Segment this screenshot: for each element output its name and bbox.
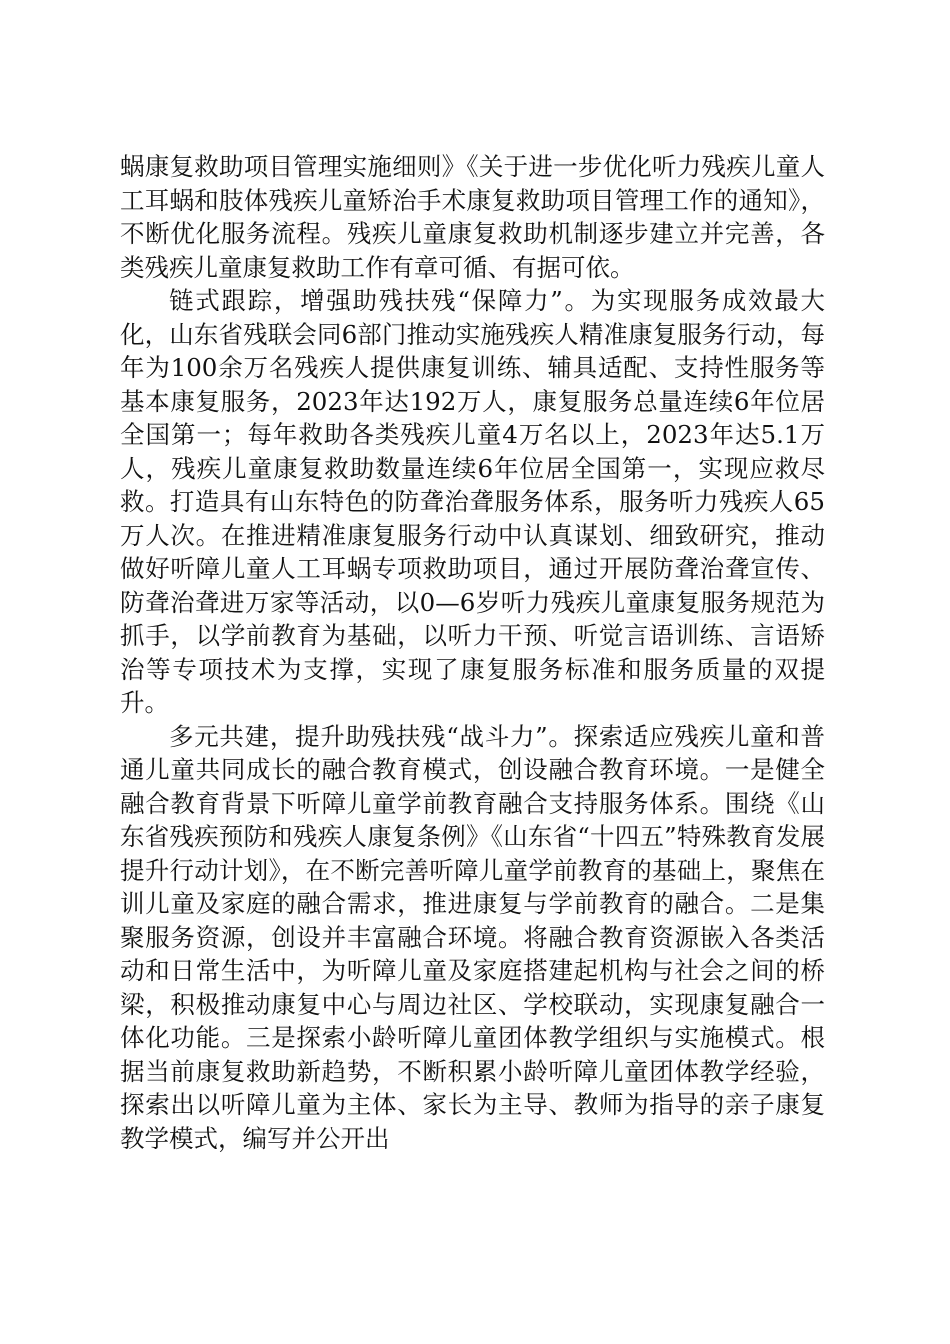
paragraph-continuation: 蜗康复救助项目管理实施细则》《关于进一步优化听力残疾儿童人工耳蜗和肢体残疾儿童矫治手术康复救助项目管理工作的通知》，不断优化服务流程。残疾儿童康复救助机制逐步建立并完善，各类残疾儿童康复救助工作有章可循、有据可依。 bbox=[120, 152, 825, 282]
body-text bbox=[120, 150, 825, 1155]
paragraph-multi-build: 多元共建，提升助残扶残“战斗力”。探索适应残疾儿童和普通儿童共同成长的融合教育模式，创设融合教育环境。一是健全融合教育背景下听障儿童学前教育融合支持服务体系。围绕《山东省残疾预防和残疾人康复条例》《山东省“十四五”特殊教育发展提升行动计划》，在不断完善听障儿童学前教育的基础上，聚焦在训儿童及家庭的融合需求，推进康复与学前教育的融合。二是集聚服务资源，创设并丰富融合环境。将融合教育资源嵌入各类活动和日常生活中，为听障儿童及家庭搭建起机构与社会之间的桥梁，积极推动康复中心与周边社区、学校联动，实现康复融合一体化功能。三是探索小龄听障儿童团体教学组织与实施模式。根据当前康复救助新趋势，不断积累小龄听障儿童团体教学经验，探索出以听障儿童为主体、家长为主导、教师为指导的亲子康复教学模式，编写并公开出 bbox=[120, 721, 825, 1153]
paragraph-chain-tracking: 链式跟踪，增强助残扶残“保障力”。为实现服务成效最大化，山东省残联会同6部门推动实施残疾人精准康复服务行动，每年为100余万名残疾人提供康复训练、辅具适配、支持性服务等基本康复服务，2023年达192万人，康复服务总量连续6年位居全国第一；每年救助各类残疾儿童4万名以上，2023年达5.1万人，残疾儿童康复救助数量连续6年位居全国第一，实现应救尽救。打造具有山东特色的防聋治聋服务体系，服务听力残疾人65万人次。在推进精准康复服务行动中认真谋划、细致研究，推动做好听障儿童人工耳蜗专项救助项目，通过开展防聋治聋宣传、防聋治聋进万家等活动，以0—6岁听力残疾儿童康复服务规范为抓手，以学前教育为基础，以听力干预、听觉言语训练、言语矫治等专项技术为支撑，实现了康复服务标准和服务质量的双提升。 bbox=[120, 286, 825, 717]
